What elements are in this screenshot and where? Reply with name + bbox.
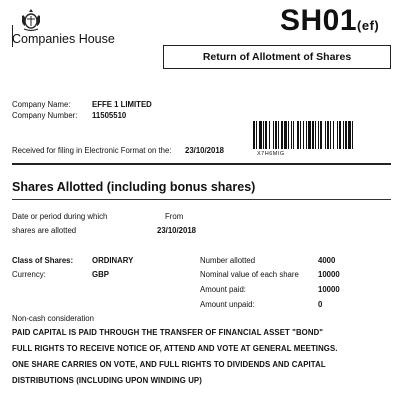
period-label-2: shares are allotted (12, 226, 77, 235)
barcode (253, 121, 393, 149)
number-allotted-value: 4000 (318, 256, 336, 265)
currency-value: GBP (92, 270, 109, 279)
company-number-value: 11505510 (92, 111, 127, 120)
form-code-main: SH01 (280, 4, 358, 37)
consideration-note-3: ONE SHARE CARRIES ON VOTE, AND FULL RIGHTS TO DIVIDENDS AND CAPITAL (12, 360, 326, 369)
nominal-value: 10000 (318, 270, 340, 279)
number-allotted-label: Number allotted (200, 256, 256, 265)
divider (12, 199, 391, 200)
company-number-label: Company Number: (12, 111, 78, 120)
period-label-1: Date or period during which (12, 212, 108, 221)
barcode-text: X7H6MIG (257, 151, 285, 157)
received-date: 23/10/2018 (185, 146, 225, 155)
organisation-name: Companies House (12, 32, 115, 46)
divider (12, 163, 391, 165)
amount-unpaid-value: 0 (318, 300, 323, 309)
amount-unpaid-label: Amount unpaid: (200, 300, 255, 309)
section-title: Shares Allotted (including bonus shares) (12, 180, 256, 194)
from-label: From (165, 212, 184, 221)
class-value: ORDINARY (92, 256, 134, 265)
consideration-note-1: PAID CAPITAL IS PAID THROUGH THE TRANSFER OF FINANCIAL ASSET "BOND" (12, 328, 324, 337)
amount-paid-value: 10000 (318, 285, 340, 294)
form-title: Return of Allotment of Shares (163, 45, 391, 69)
from-date: 23/10/2018 (157, 226, 197, 235)
amount-paid-label: Amount paid: (200, 285, 246, 294)
royal-crest-icon (20, 8, 42, 32)
form-code-suffix: (ef) (357, 18, 380, 33)
class-label: Class of Shares: (12, 256, 74, 265)
consideration-note-2: FULL RIGHTS TO RECEIVE NOTICE OF, ATTEND AND VOTE AT GENERAL MEETINGS. (12, 344, 338, 353)
company-name-value: EFFE 1 LIMITED (92, 100, 152, 109)
consideration-note-4: DISTRIBUTIONS (INCLUDING UPON WINDING UP) (12, 376, 202, 385)
currency-label: Currency: (12, 270, 46, 279)
consideration-label: Non-cash consideration (12, 314, 94, 323)
received-label: Received for filing in Electronic Format on the: (12, 146, 172, 155)
nominal-value-label: Nominal value of each share (200, 270, 299, 279)
company-name-label: Company Name: (12, 100, 71, 109)
form-code (280, 4, 379, 38)
